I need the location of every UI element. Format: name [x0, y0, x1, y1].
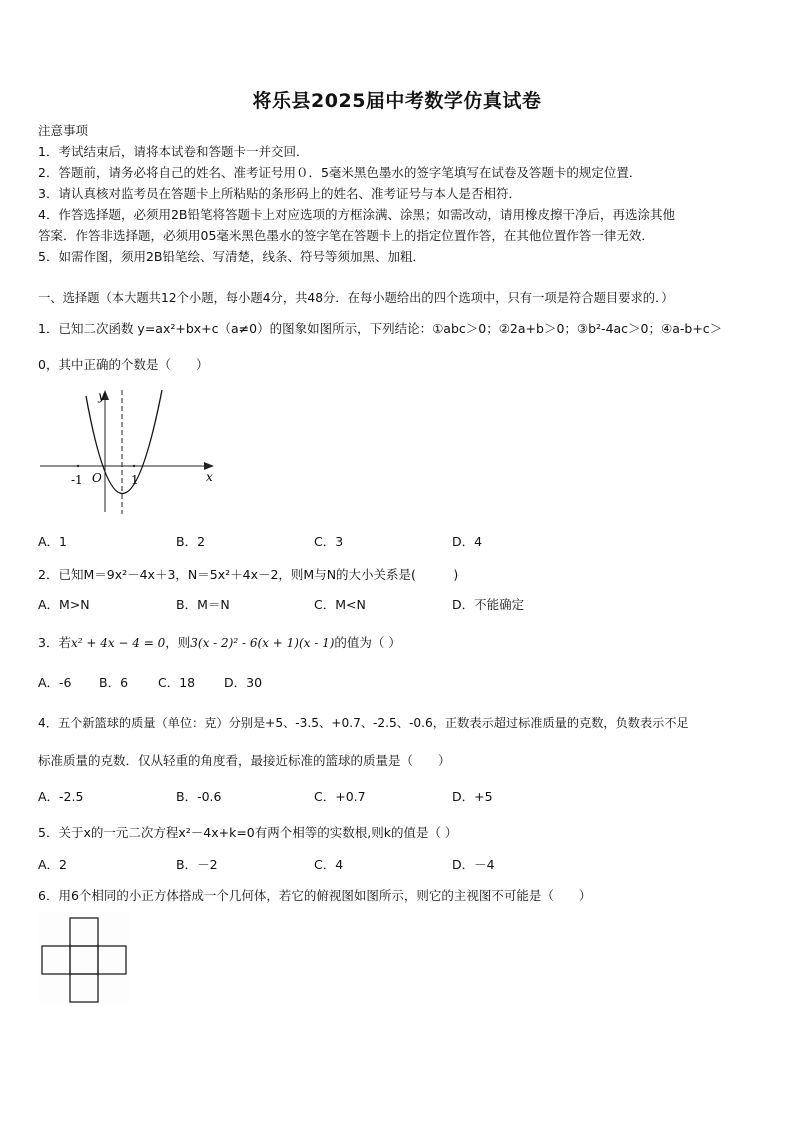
q3-equation: x² + 4x − 4 = 0: [70, 636, 166, 650]
tick-neg1: [77, 465, 79, 467]
question-4-text: 4．五个新篮球的质量（单位：克）分别是+5、-3.5、+0.7、-2.5、-0.6，正数表示超过标准质量的克数，负数表示不足: [38, 716, 689, 730]
notes-item: 5．如需作图，须用2B铅笔绘、写清楚，线条、符号等须加黑、加粗．: [38, 249, 425, 264]
notes-item: 1．考试结束后，请将本试卷和答题卡一并交回．: [38, 144, 309, 159]
q4-option-b[interactable]: B．-0.6: [176, 789, 222, 804]
x-axis-arrow-icon: [204, 462, 214, 470]
q3-option-c[interactable]: C．18: [158, 675, 196, 690]
question-6-text: 6．用6个相同的小正方体搭成一个几何体，若它的俯视图如图所示，则它的主视图不可能是（ ）: [38, 888, 592, 903]
q5-option-b[interactable]: B．－2: [176, 857, 218, 872]
notes-item: 答案．作答非选择题，必须用05毫米黑色墨水的签字笔在答题卡上的指定位置作答，在其他位置作答一律无效．: [38, 228, 654, 243]
notes-item: 4．作答选择题，必须用2B铅笔将答题卡上对应选项的方框涂满、涂黑；如需改动，请用橡皮擦干净后，再选涂其他: [38, 207, 675, 222]
q3-option-a[interactable]: A．-6: [38, 675, 72, 690]
question-5-text: 5．关于x的一元二次方程x²－4x+k=0有两个相等的实数根,则k的值是（ ）: [38, 825, 458, 840]
notes-heading: 注意事项: [38, 123, 89, 138]
q3-prefix: 3．若: [38, 635, 71, 650]
q5-option-a[interactable]: A．2: [38, 857, 68, 872]
q4-option-a[interactable]: A．-2.5: [38, 789, 84, 804]
question-1-text: 1．已知二次函数 y=ax²+bx+c（a≠0）的图象如图所示，下列结论：①abc＞0；②2a+b＞0；③b²-4ac＞0；④a-b+c＞: [38, 321, 723, 336]
q4-option-d[interactable]: D．+5: [452, 789, 493, 804]
top-view-figure: [38, 912, 130, 1004]
tick-1: [133, 465, 135, 467]
q3-mid: ，则: [165, 635, 191, 650]
origin-label: O: [92, 471, 102, 485]
q3-expression: 3(x - 2)² - 6(x + 1)(x - 1): [190, 636, 335, 650]
q1-option-b[interactable]: B．2: [176, 534, 206, 549]
q5-option-d[interactable]: D．－4: [452, 857, 495, 872]
question-4-text-cont: 标准质量的克数．仅从轻重的角度看，最接近标准的篮球的质量是（ ）: [38, 753, 451, 768]
page-title: 将乐县2025届中考数学仿真试卷: [252, 90, 542, 112]
q3-option-d[interactable]: D．30: [224, 675, 263, 690]
q1-option-a[interactable]: A．1: [38, 534, 68, 549]
q2-option-b[interactable]: B．M＝N: [176, 597, 230, 612]
tick-label-1: 1: [131, 473, 139, 487]
section-heading: 一、选择题（本大题共12个小题，每小题4分，共48分．在每小题给出的四个选项中，只有一项是符合题目要求的．）: [38, 291, 674, 305]
q2-option-c[interactable]: C．M<N: [314, 597, 366, 612]
figure-background: [38, 912, 130, 1004]
question-1-text-cont: 0，其中正确的个数是（ ）: [38, 357, 209, 372]
q1-option-d[interactable]: D．4: [452, 534, 483, 549]
q3-suffix: 的值为（ ）: [334, 635, 401, 650]
x-axis-label: x: [206, 470, 213, 484]
q1-option-c[interactable]: C．3: [314, 534, 344, 549]
q2-option-d[interactable]: D．不能确定: [452, 597, 525, 612]
notes-item: 2．答题前，请务必将自己的姓名、准考证号用０．5毫米黑色墨水的签字笔填写在试卷及答题卡的规定位置．: [38, 165, 642, 180]
question-2-text: 2．已知M＝9x²－4x＋3，N＝5x²＋4x－2，则M与N的大小关系是( ): [38, 567, 459, 582]
notes-item: 3．请认真核对监考员在答题卡上所粘贴的条形码上的姓名、准考证号与本人是否相符．: [38, 186, 521, 201]
y-axis-label: y: [98, 389, 105, 403]
q5-option-c[interactable]: C．4: [314, 857, 344, 872]
parabola-graph: [36, 384, 226, 519]
q2-option-a[interactable]: A．M>N: [38, 597, 90, 612]
q4-option-c[interactable]: C．+0.7: [314, 789, 366, 804]
tick-label-neg1: -1: [71, 473, 83, 487]
q3-option-b[interactable]: B．6: [99, 675, 129, 690]
question-3-text: [38, 633, 401, 651]
